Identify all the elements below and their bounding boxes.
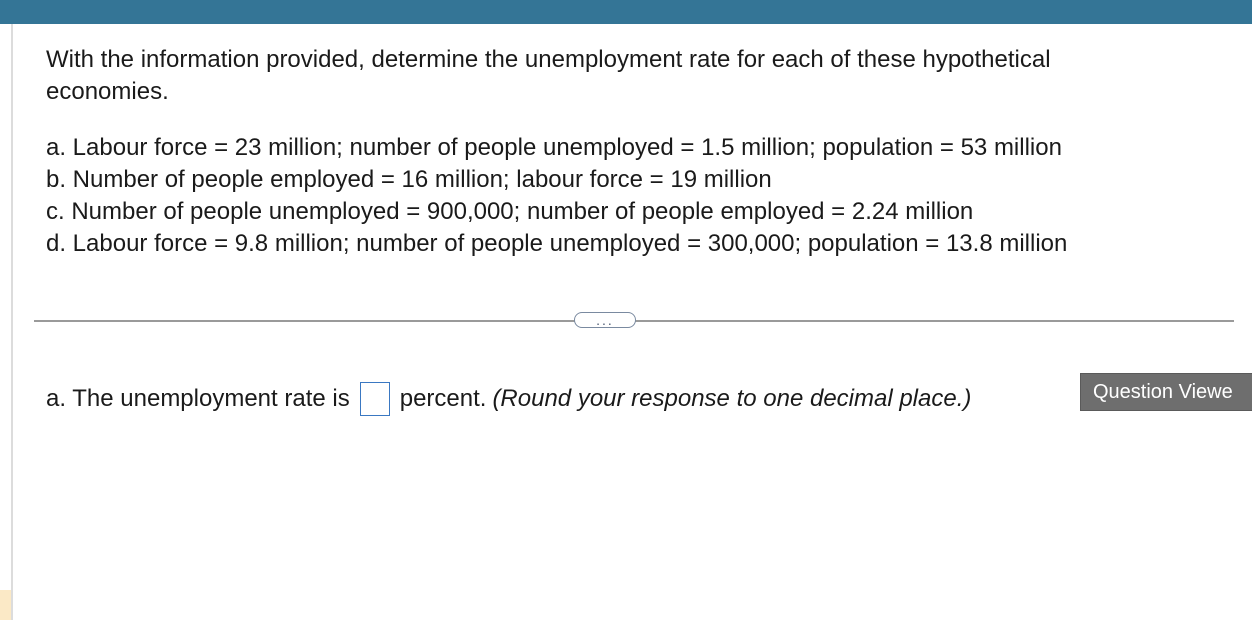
question-item-b: b. Number of people employed = 16 million; labour force = 19 million <box>46 166 772 193</box>
rounding-instruction: (Round your response to one decimal place.) <box>492 385 972 412</box>
question-item-d: d. Labour force = 9.8 million; number of people unemployed = 300,000; population = 13.8 million <box>46 230 1068 257</box>
left-border <box>11 24 13 620</box>
answer-row <box>46 380 971 418</box>
left-marker <box>0 590 11 620</box>
question-item-a: a. Labour force = 23 million; number of people unemployed = 1.5 million; population = 53 million <box>46 134 1062 161</box>
answer-input[interactable] <box>360 382 390 416</box>
question-content <box>46 44 1166 260</box>
ellipsis-icon: ... <box>596 312 614 328</box>
top-bar <box>0 0 1252 24</box>
answer-prefix: a. The unemployment rate is <box>46 385 350 412</box>
answer-suffix: percent. <box>399 385 487 412</box>
question-items <box>46 132 1166 260</box>
question-item-c: c. Number of people unemployed = 900,000; number of people employed = 2.24 million <box>46 198 974 225</box>
question-viewer-button[interactable]: Question Viewe <box>1080 373 1252 411</box>
more-options-button[interactable] <box>574 312 636 328</box>
question-intro: With the information provided, determine the unemployment rate for each of these hypothetical economies. <box>46 46 1051 105</box>
